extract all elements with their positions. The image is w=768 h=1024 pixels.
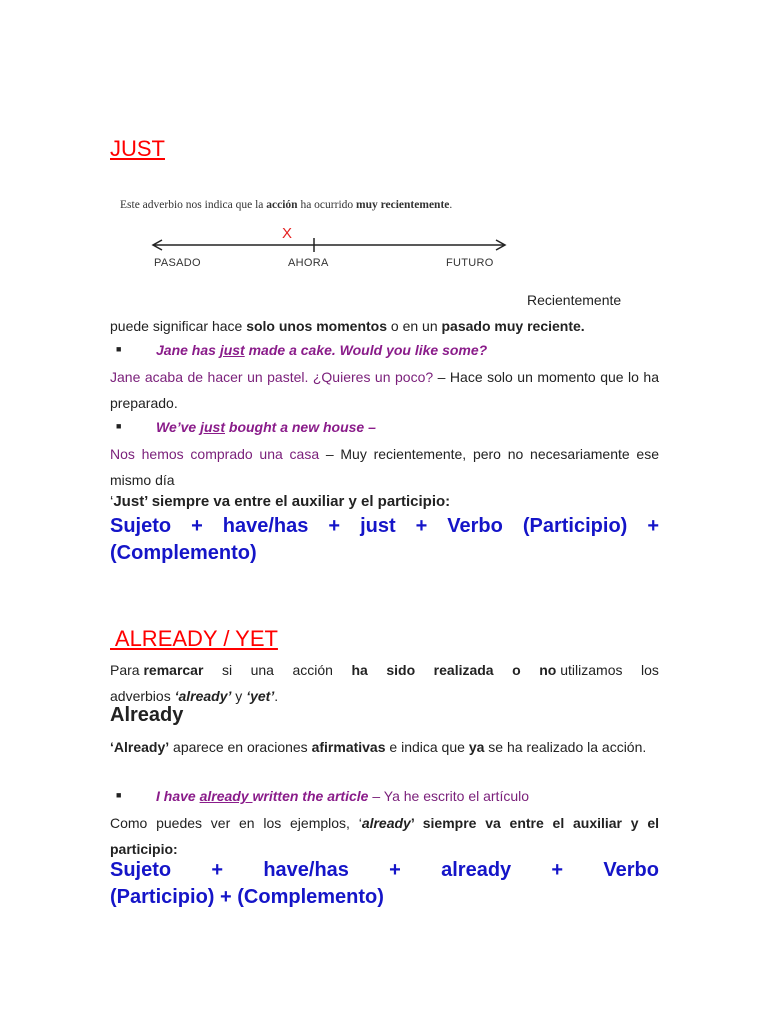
label-futuro: FUTURO — [446, 257, 494, 269]
already-formula-line-1: Sujeto + have/has + already + Verbo — [110, 859, 659, 881]
just-example-1-translation: Jane acaba de hacer un pastel. ¿Quieres un poco? – Hace solo un momento que lo ha preparado. — [110, 369, 660, 411]
already-yet-intro: Para remarcar si una acción ha sido realizada o no utilizamos los — [110, 662, 659, 678]
just-example-2-translation: Nos hemos comprado una casa – Muy recientemente, pero no necesariamente ese mismo día — [110, 446, 659, 488]
just-formula: Sujeto + have/has + just + Verbo (Participio) + (Complemento) — [110, 515, 659, 564]
already-yet-intro-2: adverbios ‘already’ y ‘yet’. — [110, 688, 279, 704]
just-definition: puede significar hace solo unos momentos o en un pasado muy reciente. — [110, 318, 585, 334]
already-formula-line-2: (Participio) + (Complemento) — [110, 886, 384, 908]
bullet-icon: ■ — [116, 421, 122, 431]
already-note: Como puedes ver en los ejemplos, ‘already’ siempre va entre el auxiliar y el participio: — [110, 815, 659, 857]
already-yet-heading: ALREADY / YET — [110, 626, 278, 651]
just-heading: JUST — [110, 136, 165, 161]
now-marker: X — [282, 225, 293, 242]
bullet-icon: ■ — [116, 790, 122, 800]
recientemente-text: Recientemente — [527, 292, 622, 308]
diagram-caption: Este adverbio nos indica que la acción ha ocurrido muy recientemente. — [120, 199, 453, 211]
already-subheading: Already — [110, 704, 184, 726]
already-description: ‘Already’ aparece en oraciones afirmativas e indica que ya se ha realizado la acción. — [110, 739, 647, 755]
bullet-icon: ■ — [116, 344, 122, 354]
timeline-diagram — [120, 195, 510, 275]
label-ahora: AHORA — [288, 257, 329, 269]
just-rule: ‘Just’ siempre va entre el auxiliar y el participio: — [110, 493, 451, 510]
label-pasado: PASADO — [154, 257, 201, 269]
